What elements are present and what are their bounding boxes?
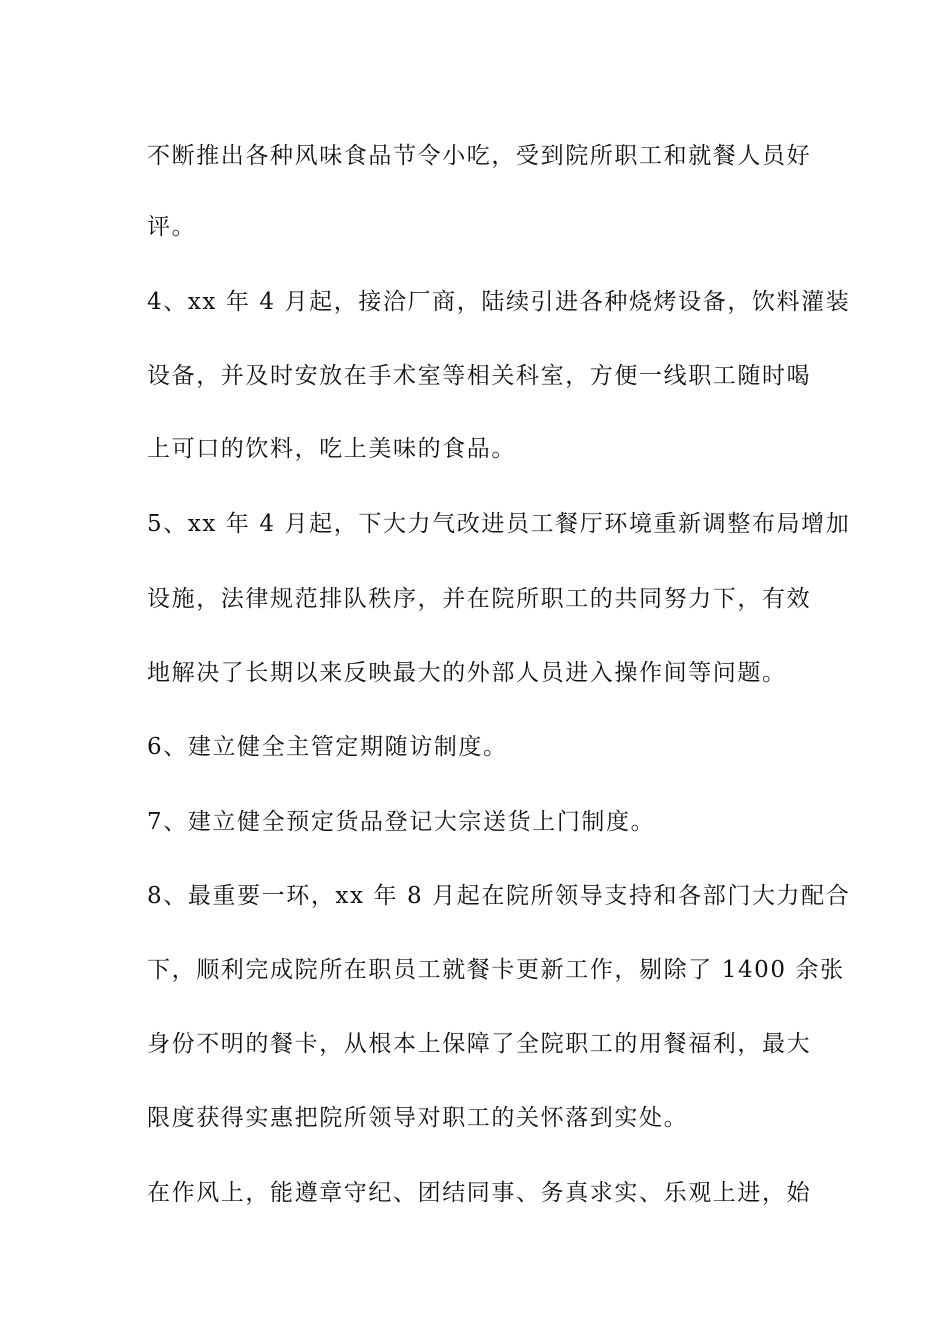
- text-line: 7、建立健全预定货品登记大宗送货上门制度。: [147, 809, 656, 835]
- text-line: 5、xx 年 4 月起，下大力气改进员工餐厅环境重新调整布局增加: [147, 511, 851, 537]
- text-line: 6、建立健全主管定期随访制度。: [147, 734, 508, 760]
- text-line: 地解决了长期以来反映最大的外部人员进入操作间等问题。: [147, 660, 787, 686]
- text-line: 8、最重要一环，xx 年 8 月起在院所领导支持和各部门大力配合: [147, 883, 851, 909]
- text-line: 下，顺利完成院所在职员工就餐卡更新工作，剔除了 1400 余张: [147, 957, 845, 983]
- text-line: 在作风上，能遵章守纪、团结同事、务真求实、乐观上进，始: [147, 1180, 812, 1206]
- text-line: 限度获得实惠把院所领导对职工的关怀落到实处。: [147, 1105, 689, 1131]
- text-line: 身份不明的餐卡，从根本上保障了全院职工的用餐福利，最大: [147, 1031, 812, 1057]
- text-line: 设备，并及时安放在手术室等相关科室，方便一线职工随时喝: [147, 363, 812, 389]
- text-line: 设施，法律规范排队秩序，并在院所职工的共同努力下，有效: [147, 586, 812, 612]
- text-line: 上可口的饮料，吃上美味的食品。: [147, 436, 516, 462]
- text-line: 不断推出各种风味食品节令小吃，受到院所职工和就餐人员好: [147, 143, 812, 169]
- text-line: 4、xx 年 4 月起，接洽厂商，陆续引进各种烧烤设备，饮料灌装: [147, 289, 851, 315]
- text-line: 评。: [147, 214, 197, 240]
